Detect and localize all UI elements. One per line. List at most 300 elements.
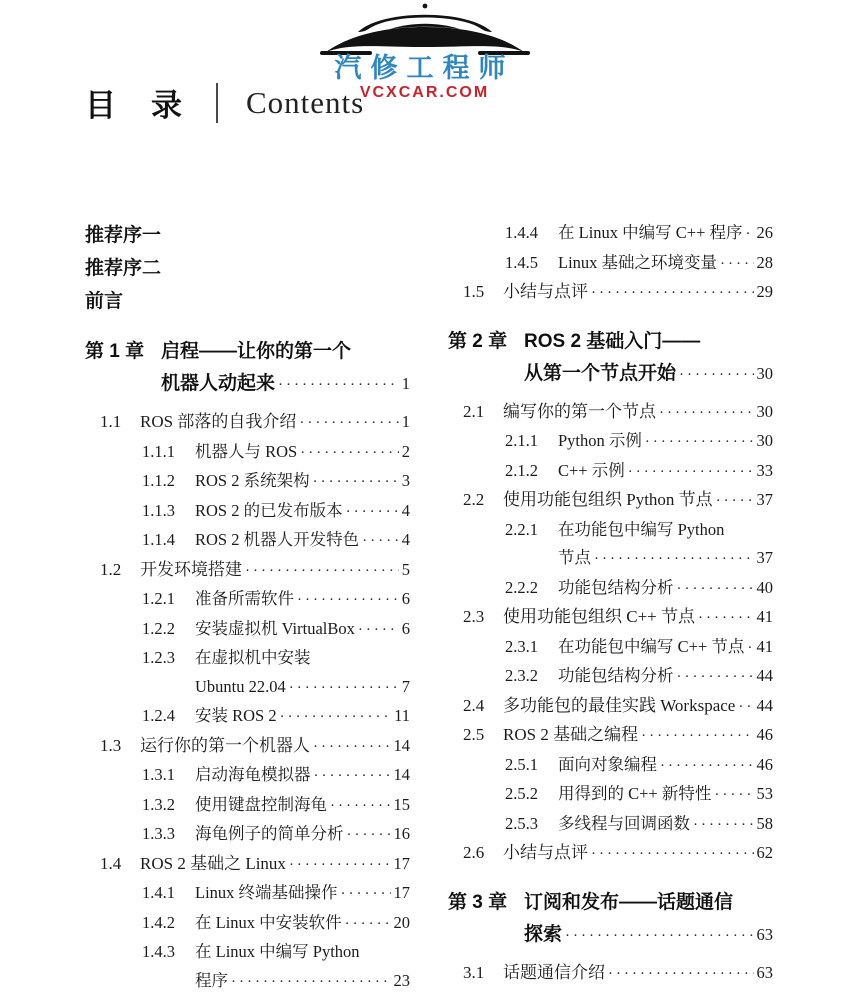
page-title-english: Contents (246, 85, 364, 121)
entry-title: 在功能包中编写 C++ 节点 (558, 633, 744, 662)
toc-entry (85, 938, 410, 996)
entry-title: 多功能包的最佳实践 Workspace (503, 692, 735, 721)
entry-lines (503, 692, 773, 722)
toc-entry (85, 438, 410, 468)
page-number: 62 (757, 839, 774, 868)
page-number: 14 (394, 761, 411, 790)
entry-title: 小结与点评 (503, 278, 588, 307)
page-number: 3 (402, 467, 410, 496)
dot-leader (347, 820, 391, 850)
entry-line (140, 556, 410, 586)
entry-title: 话题通信介绍 (503, 959, 605, 988)
entry-title: 安装虚拟机 VirtualBox (195, 615, 355, 644)
entry-lines (503, 839, 773, 869)
page-number: 30 (757, 358, 774, 390)
entry-lines (503, 398, 773, 428)
entry-line (558, 633, 773, 663)
entry-line (195, 967, 410, 996)
dot-leader (677, 574, 754, 604)
toc-entry (448, 887, 773, 952)
entry-lines (503, 603, 773, 633)
dot-leader (314, 761, 391, 791)
entry-number: 2.5 (463, 721, 503, 750)
entry-lines (195, 615, 410, 645)
toc-entry (448, 603, 773, 633)
entry-number: 2.3 (463, 603, 503, 632)
dot-leader (591, 278, 754, 308)
entry-lines (195, 761, 410, 791)
entry-line (161, 336, 410, 368)
entry-lines (503, 721, 773, 751)
entry-line (558, 751, 773, 781)
dot-leader (345, 909, 391, 939)
entry-lines (558, 574, 773, 604)
toc-entry (448, 810, 773, 840)
entry-line (140, 850, 410, 880)
page-number: 41 (757, 603, 774, 632)
entry-lines (503, 278, 773, 308)
entry-lines (195, 526, 410, 556)
toc-entry (448, 249, 773, 279)
toc-entry (448, 516, 773, 574)
dot-leader (720, 249, 753, 279)
entry-lines (558, 457, 773, 487)
dot-leader (297, 585, 399, 615)
page-number: 1 (402, 368, 410, 400)
entry-title: 编写你的第一个节点 (503, 398, 656, 427)
page-number: 6 (402, 615, 410, 644)
page-number: 53 (757, 780, 774, 809)
toc-entry (448, 692, 773, 722)
entry-line (558, 810, 773, 840)
entry-line (195, 585, 410, 615)
entry-number: 3.1 (463, 959, 503, 988)
entry-line (524, 358, 773, 391)
entry-title: 程序 (195, 967, 228, 996)
entry-title: ROS 2 基础之编程 (503, 721, 638, 750)
dot-leader (660, 751, 754, 781)
page-number: 5 (402, 556, 410, 585)
toc-entry (85, 644, 410, 702)
dot-leader (738, 692, 753, 722)
entry-title: 机器人与 ROS (195, 438, 297, 467)
dot-leader (591, 839, 754, 869)
entry-title: 安装 ROS 2 (195, 702, 277, 731)
entry-title: 从第一个节点开始 (524, 358, 676, 390)
page-number: 46 (757, 751, 774, 780)
entry-title: C++ 示例 (558, 457, 625, 486)
page-number: 63 (757, 919, 774, 951)
entry-title: 使用功能包组织 C++ 节点 (503, 603, 695, 632)
page-number: 2 (402, 438, 410, 467)
entry-line (503, 721, 773, 751)
page-number: 63 (757, 959, 774, 988)
entry-number: 2.5.2 (505, 780, 558, 809)
entry-line (195, 820, 410, 850)
dot-leader (645, 427, 754, 457)
entry-lines (195, 702, 410, 732)
page-number: 46 (757, 721, 774, 750)
entry-lines (140, 732, 410, 762)
entry-number: 1.1 (100, 408, 140, 437)
entry-title: ROS 2 的已发布版本 (195, 497, 343, 526)
page-number: 15 (394, 791, 411, 820)
entry-lines (195, 791, 410, 821)
entry-title: ROS 2 基础入门—— (524, 326, 700, 358)
entry-title: 开发环境搭建 (140, 556, 242, 585)
page-number: 37 (757, 486, 774, 515)
entry-number: 1.4.4 (505, 219, 558, 248)
toc-right-column (448, 219, 773, 996)
entry-line (503, 603, 773, 633)
entry-number: 1.2.2 (142, 615, 195, 644)
entry-lines (140, 408, 410, 438)
dot-leader (289, 673, 399, 703)
entry-lines (558, 249, 773, 279)
entry-line (195, 497, 410, 527)
page-number: 40 (757, 574, 774, 603)
toc-entry (448, 780, 773, 810)
entry-lines (558, 810, 773, 840)
page-title-chinese: 目 录 (85, 80, 184, 125)
entry-number: 1.4.2 (142, 909, 195, 938)
table-of-contents (85, 219, 773, 996)
entry-title: ROS 2 基础之 Linux (140, 850, 286, 879)
page-number: 33 (757, 457, 774, 486)
entry-line (558, 249, 773, 279)
entry-line (558, 662, 773, 692)
entry-number: 2.2 (463, 486, 503, 515)
entry-number: 1.2.3 (142, 644, 195, 673)
dot-leader (677, 662, 754, 692)
dot-leader (300, 438, 399, 468)
dot-leader (716, 486, 754, 516)
toc-entry (448, 398, 773, 428)
entry-line (195, 702, 410, 732)
toc-entry (85, 252, 410, 285)
entry-lines (503, 959, 773, 989)
entry-number: 1.1.3 (142, 497, 195, 526)
entry-lines (558, 516, 773, 574)
entry-lines (195, 497, 410, 527)
toc-entry (85, 761, 410, 791)
entry-line (195, 438, 410, 468)
entry-number: 1.3.1 (142, 761, 195, 790)
entry-number: 推荐序二 (85, 252, 161, 285)
dot-leader (313, 732, 391, 762)
entry-line (195, 879, 410, 909)
entry-title: Ubuntu 22.04 (195, 673, 286, 702)
toc-entry (448, 751, 773, 781)
toc-entry (448, 486, 773, 516)
entry-number: 第 3 章 (448, 887, 524, 919)
page-number: 29 (757, 278, 774, 307)
toc-entry (85, 879, 410, 909)
entry-number: 1.3.3 (142, 820, 195, 849)
entry-number: 1.2.4 (142, 702, 195, 731)
entry-number: 2.4 (463, 692, 503, 721)
entry-lines (195, 909, 410, 939)
entry-lines (195, 467, 410, 497)
dot-leader (698, 603, 753, 633)
entry-title: 订阅和发布——话题通信 (524, 887, 733, 919)
entry-line (558, 544, 773, 574)
page-number: 17 (394, 850, 411, 879)
toc-left-column (85, 219, 410, 996)
entry-lines (558, 751, 773, 781)
entry-number: 1.2 (100, 556, 140, 585)
entry-lines (503, 486, 773, 516)
entry-number: 2.1 (463, 398, 503, 427)
page-number: 14 (394, 732, 411, 761)
entry-lines (524, 326, 773, 391)
entry-title: 在 Linux 中编写 Python (195, 938, 360, 967)
entry-title: 探索 (524, 919, 562, 951)
entry-title: ROS 部落的自我介绍 (140, 408, 296, 437)
entry-lines (195, 438, 410, 468)
page-number: 37 (757, 544, 774, 573)
entry-title: 在虚拟机中安装 (195, 644, 311, 673)
entry-number: 第 2 章 (448, 326, 524, 358)
entry-title: 功能包结构分析 (558, 662, 674, 691)
toc-entry (448, 326, 773, 391)
entry-line (195, 938, 410, 967)
brand-name: 汽修工程师 (0, 46, 849, 85)
page-number: 58 (757, 810, 774, 839)
dot-leader (313, 467, 399, 497)
entry-title: 海龟例子的简单分析 (195, 820, 344, 849)
toc-entry (448, 662, 773, 692)
entry-number: 2.3.2 (505, 662, 558, 691)
entry-line (140, 732, 410, 762)
entry-number: 2.1.1 (505, 427, 558, 456)
entry-lines (558, 633, 773, 663)
dot-leader (358, 615, 399, 645)
brand-url: VCXCAR.COM (0, 84, 849, 102)
entry-title: 多线程与回调函数 (558, 810, 690, 839)
toc-entry (85, 702, 410, 732)
dot-leader (746, 219, 754, 249)
entry-number: 1.4.3 (142, 938, 195, 967)
entry-title: Python 示例 (558, 427, 642, 456)
page-number: 23 (394, 967, 411, 996)
entry-line (503, 398, 773, 428)
entry-number: 1.1.4 (142, 526, 195, 555)
page-number: 30 (757, 398, 774, 427)
dot-leader (245, 556, 399, 586)
entry-lines (195, 938, 410, 996)
page-number: 11 (394, 702, 410, 731)
entry-number: 1.1.1 (142, 438, 195, 467)
entry-line (195, 615, 410, 645)
entry-number: 1.3 (100, 732, 140, 761)
entry-title: 机器人动起来 (161, 368, 275, 400)
toc-entry (85, 556, 410, 586)
toc-entry (448, 278, 773, 308)
entry-title: ROS 2 系统架构 (195, 467, 310, 496)
dot-leader (608, 959, 754, 989)
toc-entry (448, 574, 773, 604)
entry-line (195, 791, 410, 821)
entry-line (195, 526, 410, 556)
entry-title: 面向对象编程 (558, 751, 657, 780)
dot-leader (714, 780, 753, 810)
entry-number: 1.5 (463, 278, 503, 307)
entry-number: 2.5.3 (505, 810, 558, 839)
entry-number: 2.1.2 (505, 457, 558, 486)
entry-number: 推荐序一 (85, 219, 161, 252)
page-number: 17 (394, 879, 411, 908)
entry-number: 前言 (85, 285, 123, 318)
entry-title: 准备所需软件 (195, 585, 294, 614)
toc-entry (85, 467, 410, 497)
page-number: 6 (402, 585, 410, 614)
entry-lines (524, 887, 773, 952)
toc-entry (85, 219, 410, 252)
entry-number: 2.2.1 (505, 516, 558, 545)
toc-entry (85, 791, 410, 821)
page-number: 44 (757, 662, 774, 691)
entry-line (195, 644, 410, 673)
entry-line (195, 673, 410, 703)
entry-number: 1.2.1 (142, 585, 195, 614)
toc-entry (85, 909, 410, 939)
toc-entry (448, 721, 773, 751)
entry-line (503, 959, 773, 989)
entry-title: Linux 基础之环境变量 (558, 249, 717, 278)
entry-line (503, 278, 773, 308)
page-number: 28 (757, 249, 774, 278)
entry-number: 第 1 章 (85, 336, 161, 368)
entry-title: 启程——让你的第一个 (161, 336, 351, 368)
toc-entry (448, 839, 773, 869)
entry-number: 2.2.2 (505, 574, 558, 603)
toc-entry (85, 732, 410, 762)
entry-title: 使用键盘控制海龟 (195, 791, 327, 820)
entry-line (161, 368, 410, 401)
dot-leader (278, 368, 399, 401)
entry-line (140, 408, 410, 438)
entry-line (558, 780, 773, 810)
page-number: 16 (394, 820, 411, 849)
dot-leader (641, 721, 753, 751)
entry-line (558, 427, 773, 457)
entry-line (524, 887, 773, 919)
dot-leader (330, 791, 391, 821)
toc-entry (85, 408, 410, 438)
entry-number: 1.4 (100, 850, 140, 879)
entry-title: 节点 (558, 544, 591, 573)
dot-leader (299, 408, 398, 438)
vendor-logo (0, 2, 849, 102)
toc-entry (85, 615, 410, 645)
entry-line (524, 919, 773, 952)
entry-lines (195, 585, 410, 615)
entry-lines (558, 662, 773, 692)
entry-lines (195, 644, 410, 702)
entry-lines (195, 820, 410, 850)
entry-title: 功能包结构分析 (558, 574, 674, 603)
dot-leader (679, 358, 753, 391)
toc-entry (85, 526, 410, 556)
dot-leader (362, 526, 399, 556)
entry-number: 2.5.1 (505, 751, 558, 780)
entry-title: 使用功能包组织 Python 节点 (503, 486, 713, 515)
dot-leader (231, 967, 391, 996)
dot-leader (341, 879, 391, 909)
entry-line (503, 839, 773, 869)
entry-title: 用得到的 C++ 新特性 (558, 780, 711, 809)
entry-line (558, 457, 773, 487)
entry-line (558, 219, 773, 249)
dot-leader (346, 497, 399, 527)
entry-number: 1.4.1 (142, 879, 195, 908)
entry-line (558, 574, 773, 604)
entry-number: 1.3.2 (142, 791, 195, 820)
entry-line (524, 326, 773, 358)
entry-lines (195, 879, 410, 909)
dot-leader (594, 544, 754, 574)
entry-lines (558, 219, 773, 249)
page-number: 30 (757, 427, 774, 456)
page-number: 7 (402, 673, 410, 702)
toc-entry (448, 959, 773, 989)
dot-leader (628, 457, 754, 487)
entry-lines (161, 336, 410, 401)
entry-title: 启动海龟模拟器 (195, 761, 311, 790)
entry-line (558, 516, 773, 545)
toc-entry (85, 850, 410, 880)
entry-line (503, 692, 773, 722)
page-number: 4 (402, 526, 410, 555)
entry-title: ROS 2 机器人开发特色 (195, 526, 359, 555)
toc-entry (85, 285, 410, 318)
page-number: 26 (757, 219, 774, 248)
entry-line (195, 761, 410, 791)
entry-title: 在 Linux 中安装软件 (195, 909, 342, 938)
entry-title: 在功能包中编写 Python (558, 516, 724, 545)
dot-leader (565, 919, 753, 952)
dot-leader (289, 850, 391, 880)
entry-title: Linux 终端基础操作 (195, 879, 338, 908)
toc-entry (448, 457, 773, 487)
entry-number: 2.3.1 (505, 633, 558, 662)
toc-entry (448, 219, 773, 249)
entry-number: 1.1.2 (142, 467, 195, 496)
dot-leader (747, 633, 753, 663)
toc-entry (85, 585, 410, 615)
entry-number: 1.4.5 (505, 249, 558, 278)
entry-number: 2.6 (463, 839, 503, 868)
entry-line (195, 909, 410, 939)
page-number: 41 (757, 633, 774, 662)
toc-entry (85, 336, 410, 401)
dot-leader (659, 398, 754, 428)
page-number: 1 (402, 408, 410, 437)
entry-lines (140, 556, 410, 586)
entry-line (503, 486, 773, 516)
entry-title: 小结与点评 (503, 839, 588, 868)
toc-entry (448, 633, 773, 663)
entry-title: 运行你的第一个机器人 (140, 732, 310, 761)
dot-leader (693, 810, 754, 840)
entry-title: 在 Linux 中编写 C++ 程序 (558, 219, 743, 248)
dot-leader (280, 702, 392, 732)
entry-lines (558, 780, 773, 810)
entry-line (195, 467, 410, 497)
page-number: 20 (394, 909, 411, 938)
page-number: 4 (402, 497, 410, 526)
